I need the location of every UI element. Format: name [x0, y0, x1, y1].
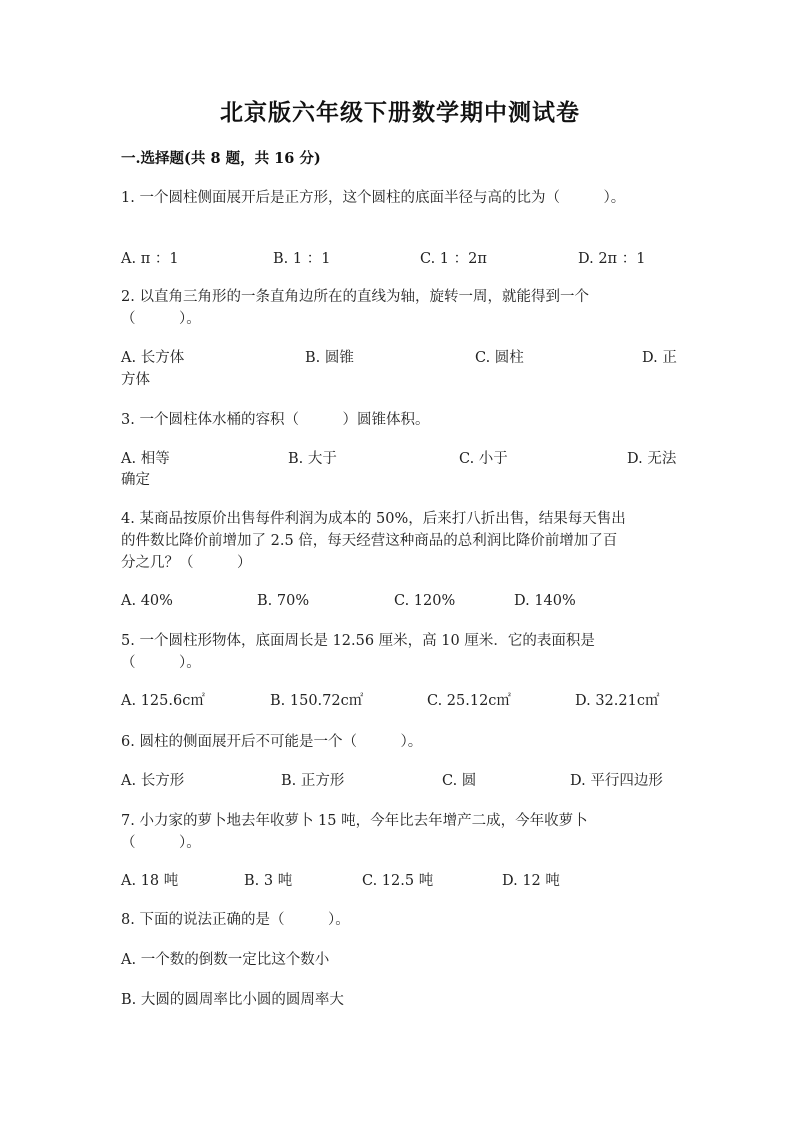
- question-2-option-d-wrap: 方体: [121, 372, 150, 388]
- question-8-stem: 8. 下面的说法正确的是（ ）。: [121, 912, 350, 928]
- question-5-option-b[interactable]: B. 150.72c㎡: [270, 693, 364, 709]
- question-5-option-a[interactable]: A. 125.6c㎡: [121, 693, 205, 709]
- question-7-option-a[interactable]: A. 18 吨: [121, 873, 179, 889]
- question-5: [121, 630, 681, 674]
- question-3-stem: 3. 一个圆柱体水桶的容积（ ）圆锥体积。: [121, 412, 430, 428]
- question-8: [121, 909, 681, 931]
- page-title: 北京版六年级下册数学期中测试卷: [220, 99, 580, 126]
- question-1-option-d[interactable]: D. 2π ：1: [578, 251, 646, 267]
- question-8-option-a[interactable]: A. 一个数的倒数一定比这个数小: [121, 952, 330, 968]
- question-7-option-d[interactable]: D. 12 吨: [502, 873, 560, 889]
- question-7-options: [121, 870, 681, 892]
- question-3-option-b[interactable]: B. 大于: [288, 451, 337, 467]
- question-7: [121, 810, 681, 854]
- question-7-stem-line-1: 7. 小力家的萝卜地去年收萝卜 15 吨，今年比去年增产二成，今年收萝卜: [121, 813, 588, 829]
- section-heading: 一.选择题(共 8 题，共 16 分): [121, 150, 321, 167]
- question-2-stem-line-2: （ ）。: [121, 311, 201, 327]
- question-7-stem-line-2: （ ）。: [121, 835, 201, 851]
- question-2-option-d[interactable]: D. 正: [642, 350, 677, 366]
- question-6-option-a[interactable]: A. 长方形: [121, 773, 185, 789]
- question-4-option-d[interactable]: D. 140%: [514, 593, 576, 609]
- question-3-option-a[interactable]: A. 相等: [121, 451, 170, 467]
- question-2-options: [121, 347, 681, 369]
- question-2-option-a[interactable]: A. 长方体: [121, 350, 185, 366]
- question-4-option-c[interactable]: C. 120%: [394, 593, 456, 609]
- question-1-option-a[interactable]: A. π ：1: [121, 251, 179, 267]
- question-5-option-d[interactable]: D. 32.21c㎡: [575, 693, 660, 709]
- question-4: [121, 508, 681, 574]
- question-2-stem-line-1: 2. 以直角三角形的一条直角边所在的直线为轴，旋转一周，就能得到一个: [121, 289, 589, 305]
- question-6-stem: 6. 圆柱的侧面展开后不可能是一个（ ）。: [121, 734, 423, 750]
- question-4-option-a[interactable]: A. 40%: [121, 593, 173, 609]
- question-3-option-d[interactable]: D. 无法: [627, 451, 677, 467]
- question-3-option-d-wrap: 确定: [121, 472, 150, 488]
- question-3: [121, 409, 681, 431]
- question-1-option-c[interactable]: C. 1 ：2π: [420, 251, 487, 267]
- question-5-stem-line-2: （ ）。: [121, 655, 201, 671]
- question-7-option-c[interactable]: C. 12.5 吨: [362, 873, 434, 889]
- question-4-stem-line-2: 的件数比降价前增加了 2.5 倍，每天经营这种商品的总利润比降价前增加了百: [121, 533, 618, 549]
- question-3-option-c[interactable]: C. 小于: [459, 451, 508, 467]
- question-1-options: [121, 248, 681, 270]
- question-3-options: [121, 448, 681, 470]
- question-4-stem-line-3: 分之几？（ ）: [121, 555, 252, 571]
- question-7-option-b[interactable]: B. 3 吨: [244, 873, 293, 889]
- question-6-option-b[interactable]: B. 正方形: [281, 773, 345, 789]
- question-6: [121, 731, 681, 753]
- question-4-option-b[interactable]: B. 70%: [257, 593, 310, 609]
- question-6-option-c[interactable]: C. 圆: [442, 773, 477, 789]
- question-5-stem-line-1: 5. 一个圆柱形物体，底面周长是 12.56 厘米，高 10 厘米．它的表面积是: [121, 633, 595, 649]
- question-5-option-c[interactable]: C. 25.12c㎡: [427, 693, 511, 709]
- question-4-options: [121, 590, 681, 612]
- question-2-option-c[interactable]: C. 圆柱: [475, 350, 524, 366]
- question-6-option-d[interactable]: D. 平行四边形: [570, 773, 663, 789]
- question-2-option-b[interactable]: B. 圆锥: [305, 350, 354, 366]
- question-6-options: [121, 770, 681, 792]
- question-4-stem-line-1: 4. 某商品按原价出售每件利润为成本的 50%，后来打八折出售，结果每天售出: [121, 511, 626, 527]
- question-1-option-b[interactable]: B. 1 ：1: [273, 251, 331, 267]
- question-1-stem: 1. 一个圆柱侧面展开后是正方形，这个圆柱的底面半径与高的比为（ ）。: [121, 190, 626, 206]
- question-2: [121, 286, 681, 330]
- question-5-options: [121, 690, 681, 712]
- question-8-option-b[interactable]: B. 大圆的圆周率比小圆的圆周率大: [121, 992, 344, 1008]
- question-1: [121, 187, 681, 209]
